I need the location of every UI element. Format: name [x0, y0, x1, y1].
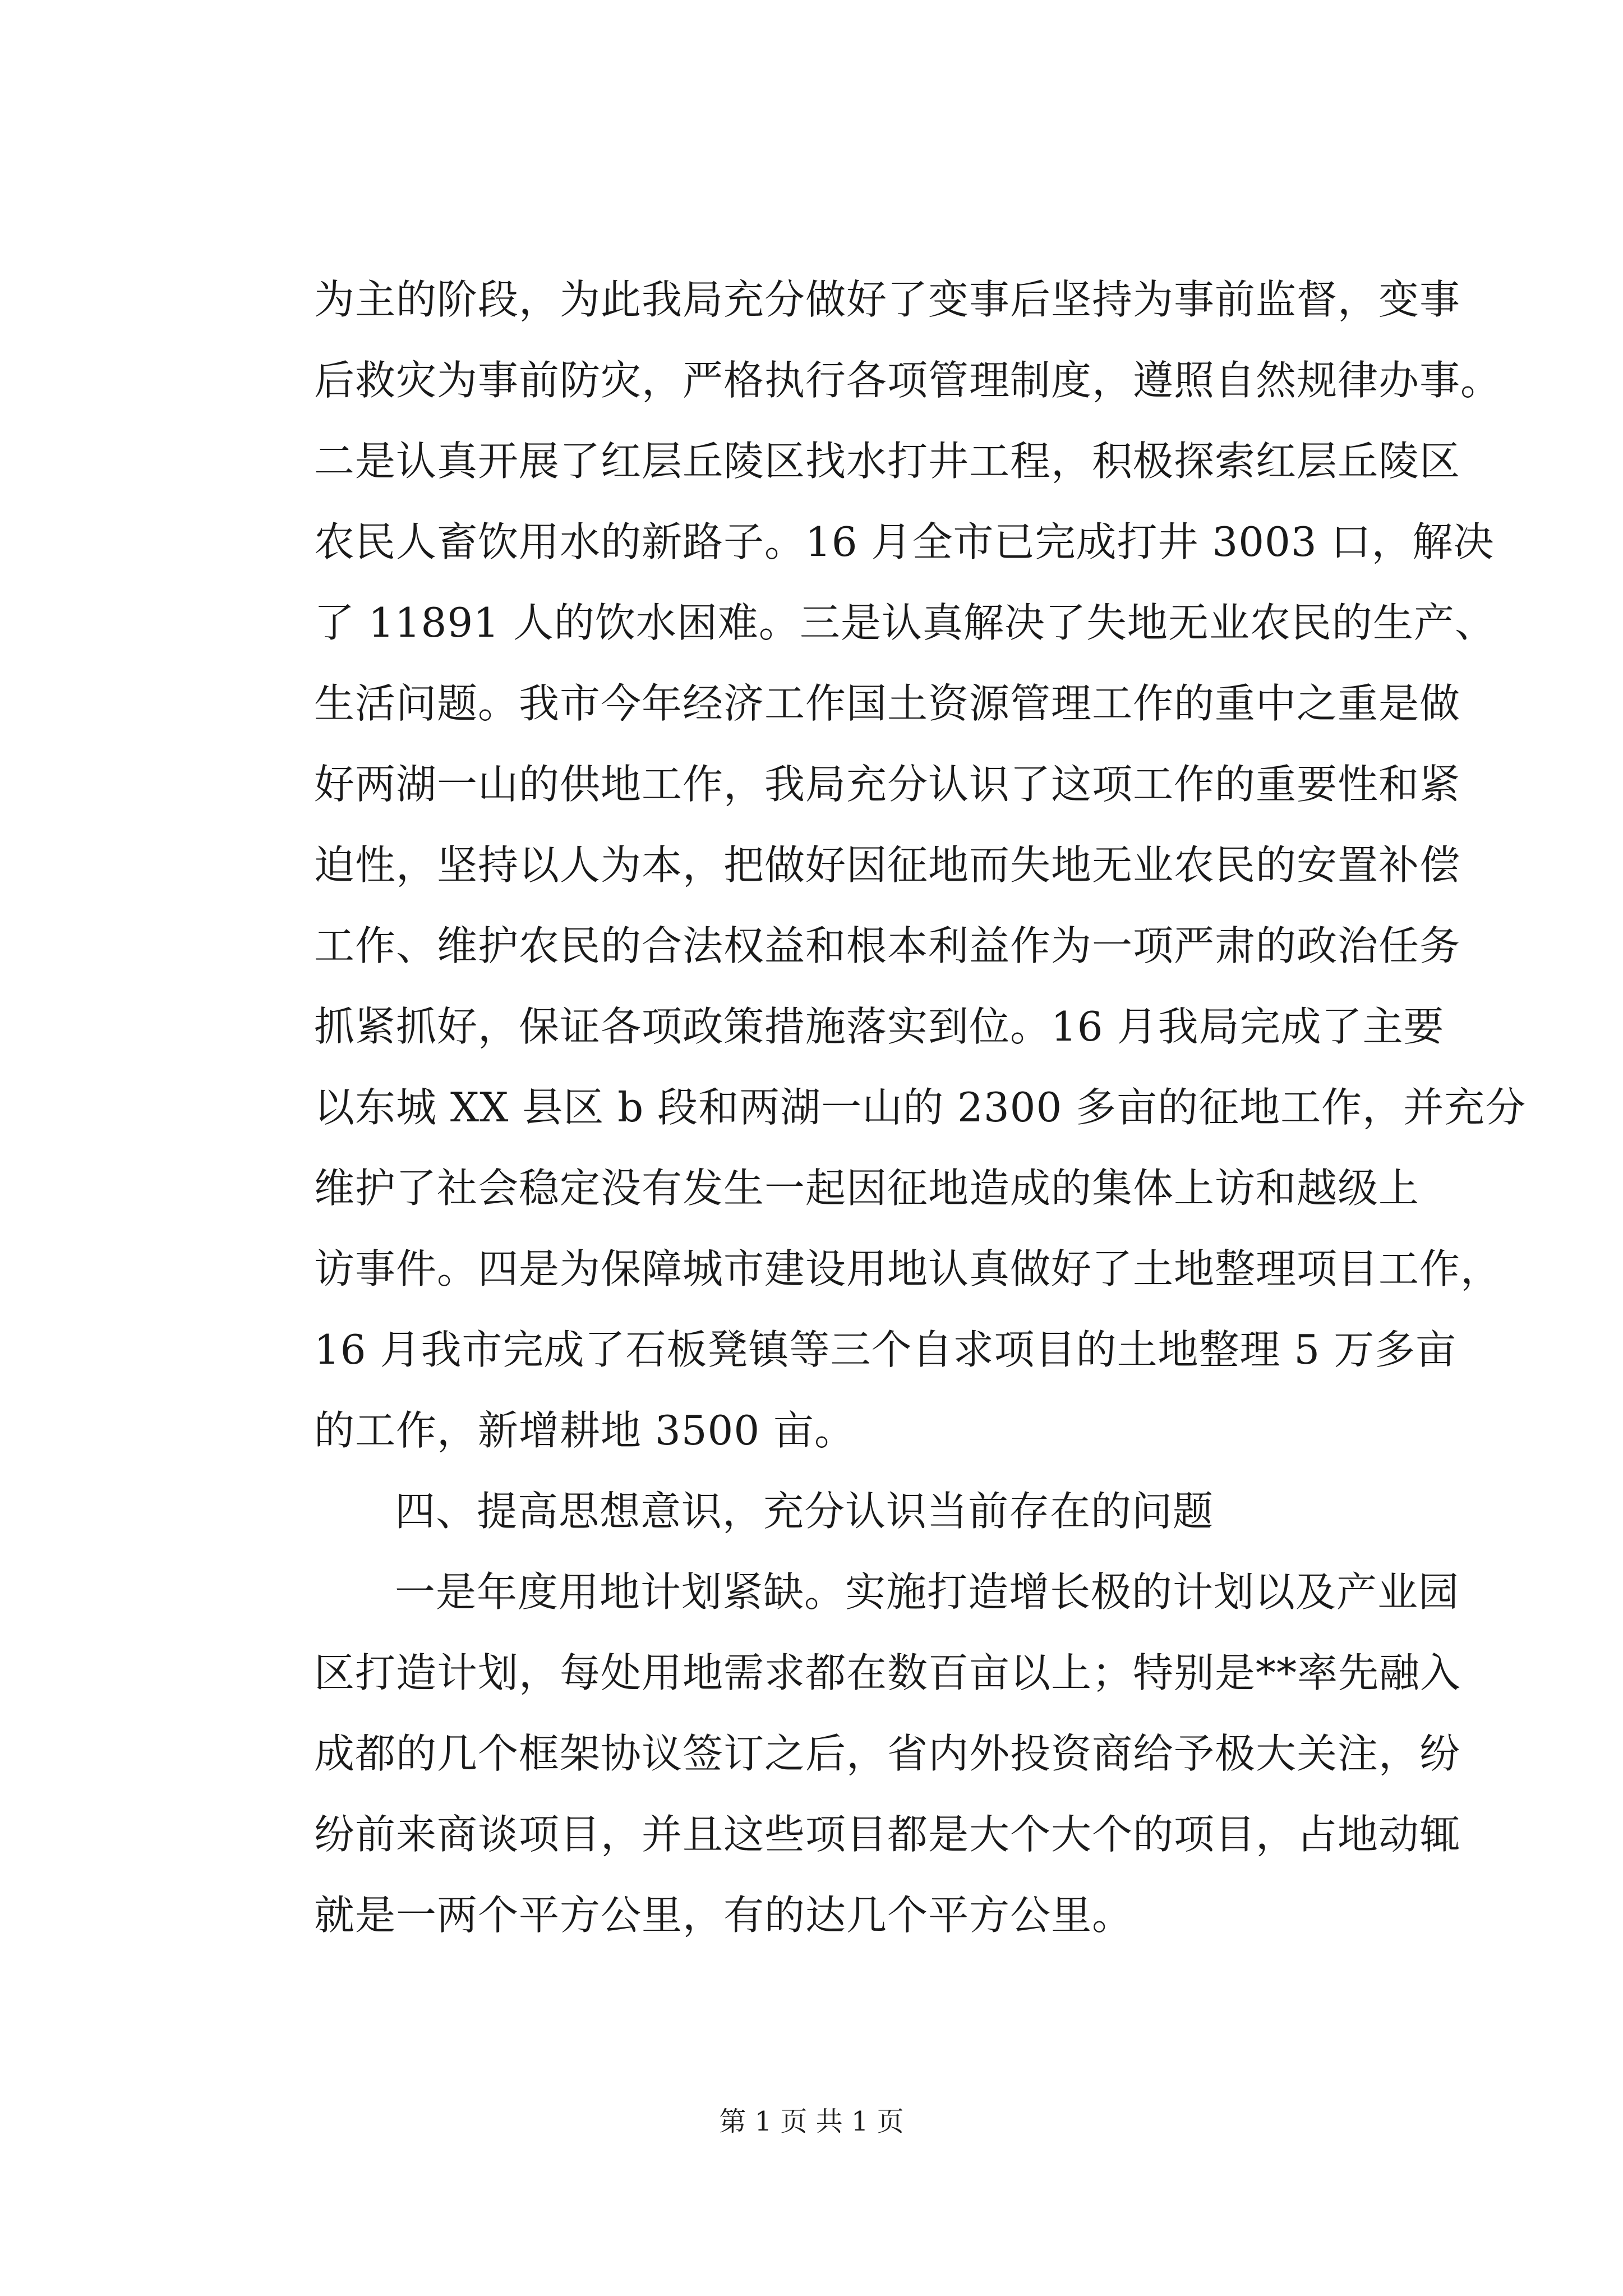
- text-line: 好两湖一山的供地工作，我局充分认识了这项工作的重要性和紧: [314, 761, 1461, 808]
- text-line: 迫性，坚持以人为本，把做好因征地而失地无业农民的安置补偿: [314, 841, 1461, 889]
- text-line: 二是认真开展了红层丘陵区找水打井工程，积极探索红层丘陵区: [314, 438, 1461, 485]
- text-line: 为主的阶段，为此我局充分做好了变事后坚持为事前监督，变事: [314, 276, 1461, 323]
- text-line: 就是一两个平方公里，有的达几个平方公里。: [314, 1892, 1133, 1939]
- text-line: 维护了社会稳定没有发生一起因征地造成的集体上访和越级上: [314, 1165, 1420, 1212]
- text-line: 工作、维护农民的合法权益和根本利益作为一项严肃的政治任务: [314, 922, 1461, 969]
- text-line: 访事件。四是为保障城市建设用地认真做好了土地整理项目工作，: [314, 1245, 1502, 1292]
- text-line: 生活问题。我市今年经济工作国土资源管理工作的重中之重是做: [314, 680, 1461, 727]
- section-heading: 四、提高思想意识，充分认识当前存在的问题: [395, 1488, 1214, 1535]
- document-body: [314, 259, 1527, 1955]
- text-line: 区打造计划，每处用地需求都在数百亩以上；特别是**率先融入: [314, 1649, 1461, 1696]
- text-line: 以东城 XX 县区 b 段和两湖一山的 2300 多亩的征地工作，并充分: [314, 1084, 1527, 1131]
- text-line: 后救灾为事前防灾，严格执行各项管理制度，遵照自然规律办事。: [314, 357, 1502, 404]
- text-line: 一是年度用地计划紧缺。实施打造增长极的计划以及产业园: [395, 1568, 1460, 1616]
- page-footer: 第 1 页 共 1 页: [719, 2106, 904, 2137]
- text-line: 抓紧抓好，保证各项政策措施落实到位。16 月我局完成了主要: [314, 1003, 1445, 1050]
- text-line: 的工作，新增耕地 3500 亩。: [314, 1407, 856, 1454]
- text-line: 成都的几个框架协议签订之后，省内外投资商给予极大关注，纷: [314, 1730, 1461, 1777]
- text-line: 16 月我市完成了石板凳镇等三个自求项目的土地整理 5 万多亩: [314, 1326, 1457, 1373]
- text-line: 了 11891 人的饮水困难。三是认真解决了失地无业农民的生产、: [314, 599, 1496, 646]
- text-line: 农民人畜饮用水的新路子。16 月全市已完成打井 3003 口，解决: [314, 518, 1495, 565]
- text-line: 纷前来商谈项目，并且这些项目都是大个大个的项目，占地动辄: [314, 1811, 1461, 1858]
